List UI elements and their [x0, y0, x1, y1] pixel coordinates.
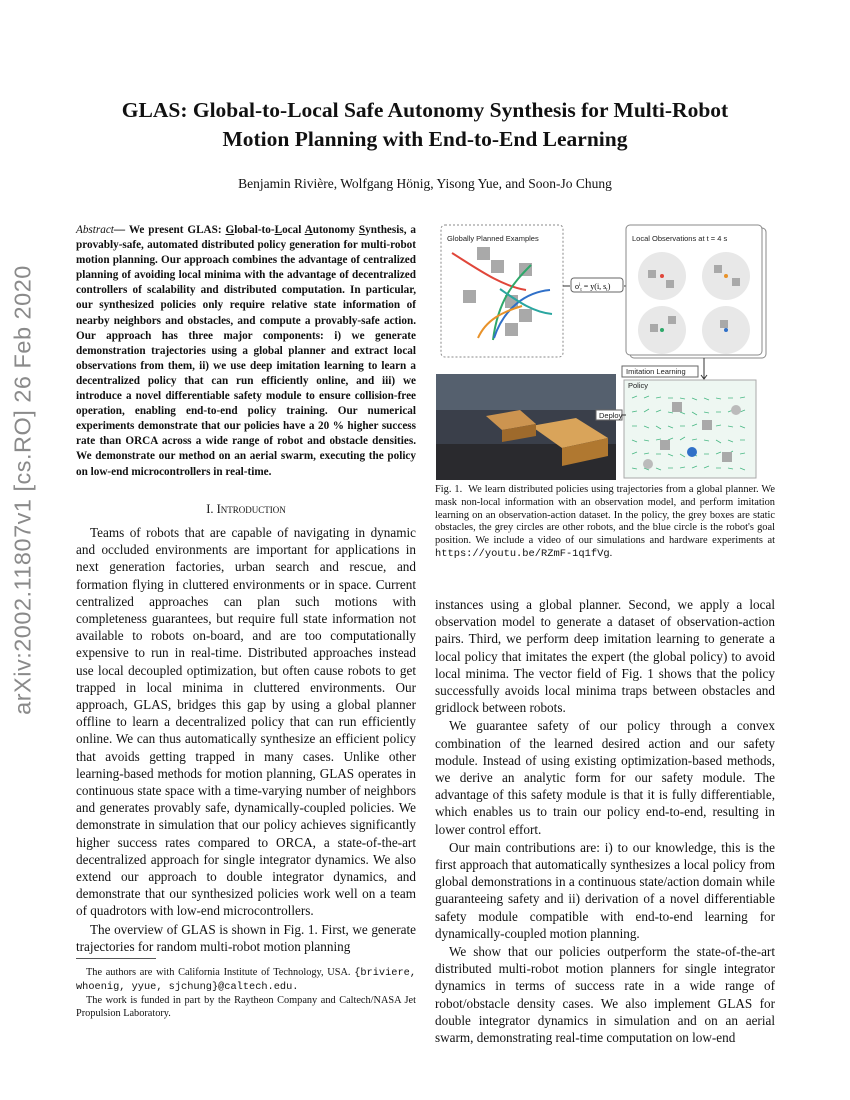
label-deploy: Deploy — [599, 411, 623, 420]
intro-column-left — [76, 524, 416, 955]
obstacle — [463, 290, 476, 303]
intro-paragraph-5: We show that our policies outperform the state-of-the-art distributed multi-robot motion planners for single integrator dynamics in terms of success rate in a wide range of robot/obstacle density cases. We also implement GLAS for double integrator dynamics in simulation and on an aerial swarm, demonstrating real-time computation on low-end — [435, 944, 775, 1046]
obstacle — [672, 402, 682, 412]
caption-label: Fig. 1. — [435, 484, 463, 495]
section-heading-introduction — [76, 502, 416, 517]
abstract-body: ynthesis, a provably-safe, automated distributed policy generation for multi-robot motion planning. Our approach combines the advantage of centralized planning of avoiding local minima with the advantage of decentralized controllers of scalability and distributed computation. In particular, our synthesized policies only require relative state information of nearby neighbors and obstacles, and compute a provably-safe action. Our approach has three major components: i) we generate demonstration trajectories using a global planner and extract local observations from them, ii) we use deep imitation learning to learn a decentralized policy that can run efficiently online, and iii) we introduce a novel differentiable safety module to ensure collision-free operation, enabling end-to-end policy training. Our numerical experiments demonstrate that our policies have a 20 % higher success rate than ORCA across a wide range of robot and obstacle densities. We demonstrate our method on an aerial swarm, executing the policy on low-end microcontrollers in real-time. — [76, 224, 416, 478]
footnote-funding: The work is funded in part by the Raytheon Company and Caltech/NASA Jet Propulsion Laboratory. — [76, 995, 416, 1019]
paper-title — [70, 96, 780, 154]
author-list: Benjamin Rivière, Wolfgang Hönig, Yisong Yue, and Soon-Jo Chung — [238, 176, 612, 191]
intro-paragraph-4: Our main contributions are: i) to our knowledge, this is the first approach that automatically synthesizes a local policy from global demonstrations in a continuous state/action domain while guaranteeing safety and ii) derivation of a novel differentiable safety module compatible with end-to-end learning for dynamically-coupled motion planning. — [435, 839, 775, 941]
arxiv-id: arXiv:2002.11807v1 [cs.RO] 26 Feb 2020 — [9, 265, 36, 715]
abstract-frag-3: utonomy — [312, 224, 359, 236]
caption-url: https://youtu.be/RZmF-1q1fVg — [435, 547, 610, 560]
goal-position — [687, 447, 697, 457]
obstacle — [491, 260, 504, 273]
figure-1-caption — [435, 484, 775, 561]
figure-1 — [436, 220, 776, 482]
intro-paragraph-2: The overview of GLAS is shown in Fig. 1. First, we generate trajectories for random multi-robot motion planning — [76, 921, 416, 954]
abstract-intro: We present GLAS: — [128, 224, 226, 236]
photo-background — [436, 374, 616, 410]
obstacle — [722, 452, 732, 462]
footnote-emails: {briviere, whoenig, yyue, sjchung}@caltech.edu. — [76, 967, 416, 993]
intro-column-right — [435, 596, 775, 1046]
label-local-observations: Local Observations at t = 4 s — [632, 234, 728, 243]
acronym-s: S — [358, 224, 366, 236]
obstacle — [650, 324, 658, 332]
robot-marker — [660, 328, 664, 332]
label-globally-planned: Globally Planned Examples — [447, 234, 539, 243]
other-robot — [643, 459, 653, 469]
title-line-1: GLAS: Global-to-Local Safe Autonomy Synthesis for Multi-Robot — [121, 98, 729, 122]
obstacle — [505, 323, 518, 336]
observation-formula: $o^i_t = y(i$, $s_t$) — [575, 282, 611, 293]
figure-1-graphic — [436, 220, 776, 482]
abstract-frag-1: lobal-to- — [234, 224, 275, 236]
acronym-l: L — [274, 224, 283, 236]
title-line-2: Motion Planning with End-to-End Learning — [222, 127, 628, 151]
footnote-affiliation — [76, 966, 416, 994]
obstacle — [668, 316, 676, 324]
obstacle — [732, 278, 740, 286]
caption-text: We learn distributed policies using trajectories from a global planner. We mask non-local information with an observation model, and perform imitation learning on an observation-action dataset. In the policy, the grey boxes are static obstacles, the grey circles are other robots, and the blue circle is the robot's goal position. We include a video of our simulations and hardware experiments at — [435, 484, 775, 547]
intro-paragraph-3: We guarantee safety of our policy through a convex combination of the learned desired action and our safety module. Instead of using existing optimization-based methods, we derive an analytic form for our safety module. The advantage of this safety module is that it is fully differentiable, which enables us to train our policy end-to-end, resulting in lower control effort. — [435, 718, 775, 837]
abstract-dash: — — [113, 224, 129, 236]
intro-paragraph-1: Teams of robots that are capable of navigating in dynamic and occluded environments are important for applications in next generation factories, urban search and rescue, and formation flying in cluttered environments or in space. Current centralized approaches can plan such motions with completeness guarantees, but require full state information not available to robots on-board, and are too computationally expensive to run in real-time. Distributed approaches instead use local decoupled optimization, but often cause robots to get trapped in local minima in cluttered environments. Our approach, GLAS, bridges this gap by using a global planner offline to learn a decentralized policy that can run efficiently online. We can thus automatically synthesize an efficient policy that avoids getting trapped in many cases. Unlike other learning-based methods for motion planning, GLAS operates in continuous state space with a time-varying number of neighbors and generates provably safe, dynamically-coupled policies. We demonstrate in simulation that our policy achieves significantly higher success rates compared to ORCA, a state-of-the-art decentralized approach for single integrator dynamics. We also extend our approach to double integrator dynamics, and demonstrate that our synthesized policies work well on a team of quadrotors with low-end microcontrollers. — [76, 525, 416, 919]
obstacle — [714, 265, 722, 273]
abstract-label: Abstract — [76, 224, 114, 236]
label-imitation-learning: Imitation Learning — [626, 367, 686, 376]
robot-marker — [724, 328, 728, 332]
obstacle — [648, 270, 656, 278]
arrow-to-policy — [701, 358, 707, 379]
obstacle — [666, 280, 674, 288]
obstacle — [720, 320, 728, 328]
intro-paragraph-2-continued: instances using a global planner. Second, we apply a local observation model to generate a dataset of observation-action pairs. Third, we perform deep imitation learning to generate a local policy that imitates the expert (the global policy) to avoid local minima. The vector field of Fig. 1 shows that the policy successfully avoids local minima traps between obstacles and gridlock between robots. — [435, 597, 775, 716]
footnotes — [76, 966, 416, 1020]
caption-end: . — [609, 547, 613, 559]
obstacle — [660, 440, 670, 450]
acronym-a: A — [304, 224, 313, 236]
footnote-rule — [76, 958, 156, 959]
abstract — [76, 223, 416, 480]
obstacle — [519, 309, 532, 322]
robot-marker — [660, 274, 664, 278]
obstacle — [477, 247, 490, 260]
other-robot — [731, 405, 741, 415]
acronym-g: G — [225, 224, 235, 236]
arxiv-stamp — [8, 265, 38, 715]
obstacle — [702, 420, 712, 430]
label-policy: Policy — [628, 381, 649, 390]
robot-marker — [724, 274, 728, 278]
footnote-affiliation-text: The authors are with California Institute of Technology, USA. — [86, 967, 351, 978]
section-heading-text: I. Introduction — [206, 502, 286, 516]
abstract-frag-2: ocal — [282, 224, 305, 236]
